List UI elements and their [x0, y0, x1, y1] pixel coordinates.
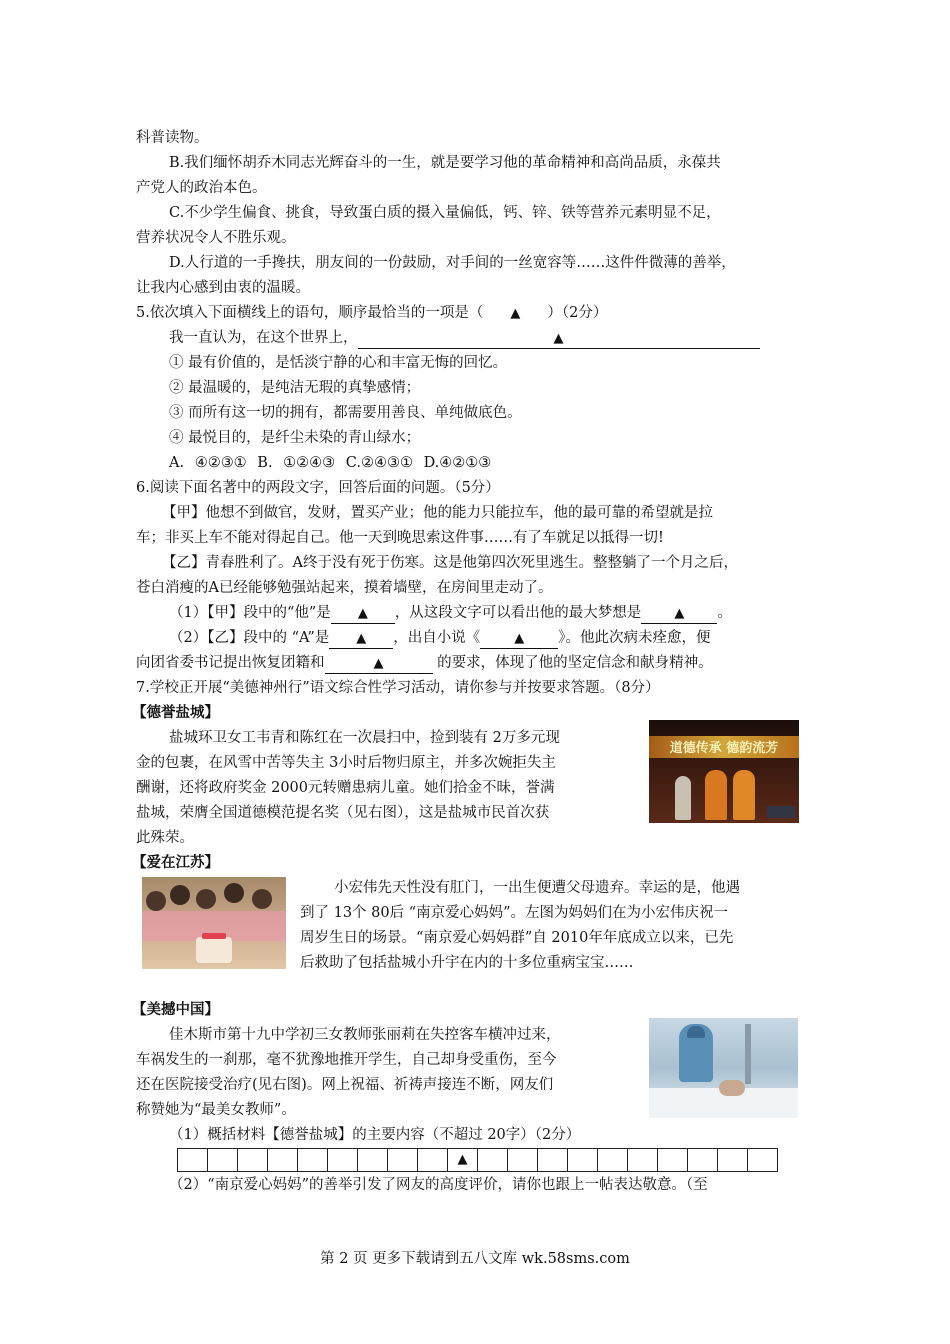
grid-cell[interactable]: [688, 1149, 718, 1171]
paragraph-line: 小宏伟先天性没有肛门，一出生便遭父母遗弃。幸运的是，他遇: [334, 880, 740, 896]
grid-cell[interactable]: [268, 1149, 298, 1171]
option-d-line: D.人行道的一手搀扶，朋友间的一份鼓励，对手间的一丝宽容等……这件件微薄的善举，: [169, 255, 736, 271]
paragraph-line: 还在医院接受治疗(见右图)。网上祝福、祈祷声接连不断，网友们: [136, 1077, 554, 1093]
paragraph-line: 后救助了包括盐城小升宇在内的十多位重病宝宝……: [300, 955, 634, 971]
tv-logo: [767, 806, 795, 818]
page-footer: 第 2 页 更多下载请到五八文库 wk.58sms.com: [320, 1251, 630, 1267]
section-heading-aizai: 【爱在江苏】: [132, 855, 219, 871]
answer-grid[interactable]: [177, 1148, 778, 1172]
option-c-line: C.不少学生偏食、挑食，导致蛋白质的摄入量偏低，钙、锌、铁等营养元素明显不足，: [169, 205, 721, 221]
answer-blank[interactable]: ▲: [325, 654, 433, 674]
grid-cell[interactable]: [598, 1149, 628, 1171]
text-line: 科普读物。: [136, 130, 209, 146]
sentence-option: ③ 而所有这一切的拥有，都需要用善良、单纯做底色。: [169, 405, 522, 421]
question-7-1: （1）概括材料【德誉盐城】的主要内容（不超过 20字）（2分）: [169, 1127, 581, 1143]
grid-cell[interactable]: [538, 1149, 568, 1171]
paragraph-line: 车祸发生的一刹那，毫不犹豫地推开学生，自己却身受重伤，至今: [136, 1052, 557, 1068]
grid-cell[interactable]: [238, 1149, 268, 1171]
option-b-line: B.我们缅怀胡乔木同志光辉奋斗的一生，就是要学习他的革命精神和高尚品质，永葆共: [169, 155, 721, 171]
answer-blank[interactable]: ▲: [329, 629, 393, 649]
passage-jia: 车；非买上车不能对得起自己。他一天到晚思索这件事……有了车就足以抵得一切!: [136, 530, 664, 546]
text-line: 产党人的政治本色。: [136, 180, 267, 196]
grid-cell[interactable]: [178, 1149, 208, 1171]
question-7-2: （2）“南京爱心妈妈”的善举引发了网友的高度评价，请你也跟上一帖表达敬意。（至: [169, 1177, 708, 1193]
question-6: 6.阅读下面名著中的两段文字，回答后面的问题。（5分）: [136, 480, 500, 496]
person-figure: [675, 776, 691, 820]
grid-cell[interactable]: [328, 1149, 358, 1171]
section-heading-meihan: 【美撼中国】: [132, 1002, 219, 1018]
grid-cell[interactable]: [568, 1149, 598, 1171]
person-head: [224, 883, 244, 903]
sentence-option: ① 最有价值的，是恬淡宁静的心和丰富无悔的回忆。: [169, 355, 508, 371]
passage-yi: 苍白消瘦的A已经能够勉强站起来，摸着墙壁，在房间里走动了。: [136, 580, 553, 596]
question-7: 7.学校正开展“美德神州行”语文综合性学习活动，请你参与并按要求答题。（8分）: [136, 680, 660, 696]
paragraph-line: 此殊荣。: [136, 830, 194, 846]
grid-cell[interactable]: [298, 1149, 328, 1171]
nurse-cap: [687, 1026, 705, 1038]
passage-yi: 【乙】青春胜利了。A终于没有死于伤寒。这是他第四次死里逃生。整整躺了一个月之后，: [162, 555, 738, 571]
text-line: 让我内心感到由衷的温暖。: [136, 280, 310, 296]
person-figure: [733, 770, 755, 820]
banner-text: 道德传承 德韵流芳: [669, 741, 779, 756]
person-figure: [705, 770, 727, 820]
patient-head: [719, 1080, 745, 1096]
grid-cell[interactable]: [718, 1149, 748, 1171]
person-head: [170, 885, 190, 905]
grid-cell[interactable]: [418, 1149, 448, 1171]
grid-cell[interactable]: [508, 1149, 538, 1171]
person-head: [196, 889, 216, 909]
grid-cell[interactable]: [388, 1149, 418, 1171]
person-head: [252, 889, 272, 909]
sentence-option: ② 最温暖的，是纯洁无瑕的真挚感情；: [169, 380, 421, 396]
answer-blank[interactable]: ▲: [358, 329, 760, 349]
paragraph-line: 佳木斯市第十九中学初三女教师张丽莉在失控客车横冲过来，: [169, 1027, 561, 1043]
paragraph-line: 金的包裹，在风雪中苦等失主 3小时后物归原主，并多次婉拒失主: [136, 755, 556, 771]
paragraph-line: 到了 13个 80后 “南京爱心妈妈”。左图为妈妈们在为小宏伟庆祝一: [300, 905, 729, 921]
paragraph-line: 称赞她为“最美女教师”。: [136, 1102, 296, 1118]
passage-jia: 【甲】他想不到做官，发财，置买产业；他的能力只能拉车，他的最可靠的希望就是拉: [162, 505, 713, 521]
grid-cell[interactable]: [628, 1149, 658, 1171]
question-6-2-cont: 向团省委书记提出恢复团籍和 ▲ 的要求，体现了他的坚定信念和献身精神。: [136, 653, 713, 674]
birthday-party-photo: [142, 877, 286, 969]
answer-blank[interactable]: ▲: [480, 629, 558, 649]
grid-cell[interactable]: [658, 1149, 688, 1171]
paragraph-line: 酬谢，还将政府奖金 2000元转赠患病儿童。她们拾金不昧，誉满: [136, 780, 555, 796]
hospital-photo: [649, 1018, 798, 1118]
sentence-option: ④ 最悦目的，是纤尘未染的青山绿水；: [169, 430, 421, 446]
section-heading-deyu: 【德誉盐城】: [132, 705, 219, 721]
text-line: 营养状况令人不胜乐观。: [136, 230, 296, 246]
iv-stand: [745, 1024, 751, 1084]
question-5-sentence: 我一直认为，在这个世界上， ▲: [169, 328, 760, 349]
grid-cell[interactable]: [358, 1149, 388, 1171]
paragraph-line: 盐城，荣膺全国道德模范提名奖（见右图），这是盐城市民首次获: [136, 805, 550, 821]
grid-cell[interactable]: [478, 1149, 508, 1171]
grid-cell[interactable]: [208, 1149, 238, 1171]
paragraph-line: 周岁生日的场景。“南京爱心妈妈群”自 2010年年底成立以来，已先: [300, 930, 734, 946]
answer-blank[interactable]: ▲: [641, 604, 717, 624]
answer-choices: A. ④②③① B. ①②④③ C.②④③① D.④②①③: [169, 455, 492, 471]
grid-cell[interactable]: ▲: [448, 1149, 478, 1171]
birthday-cake: [196, 937, 232, 963]
paragraph-line: 盐城环卫女工韦青和陈红在一次晨扫中，捡到装有 2万多元现: [169, 730, 560, 746]
question-6-1: （1）【甲】段中的“他”是 ▲ ，从这段文字可以看出他的最大梦想是 ▲ 。: [169, 603, 732, 624]
answer-blank[interactable]: ▲: [510, 306, 521, 321]
cake-decoration: [202, 933, 226, 939]
grid-cell[interactable]: [748, 1149, 778, 1171]
question-6-2: （2）【乙】段中的 “A”是 ▲ ，出自小说《 ▲ 》。他此次病未痊愈，便: [169, 628, 711, 649]
person-head: [146, 891, 166, 911]
award-ceremony-photo: [649, 720, 799, 823]
answer-blank[interactable]: ▲: [331, 604, 395, 624]
question-5: 5.依次填入下面横线上的语句，顺序最恰当的一项是（ ▲ ）（2分）: [136, 305, 608, 321]
